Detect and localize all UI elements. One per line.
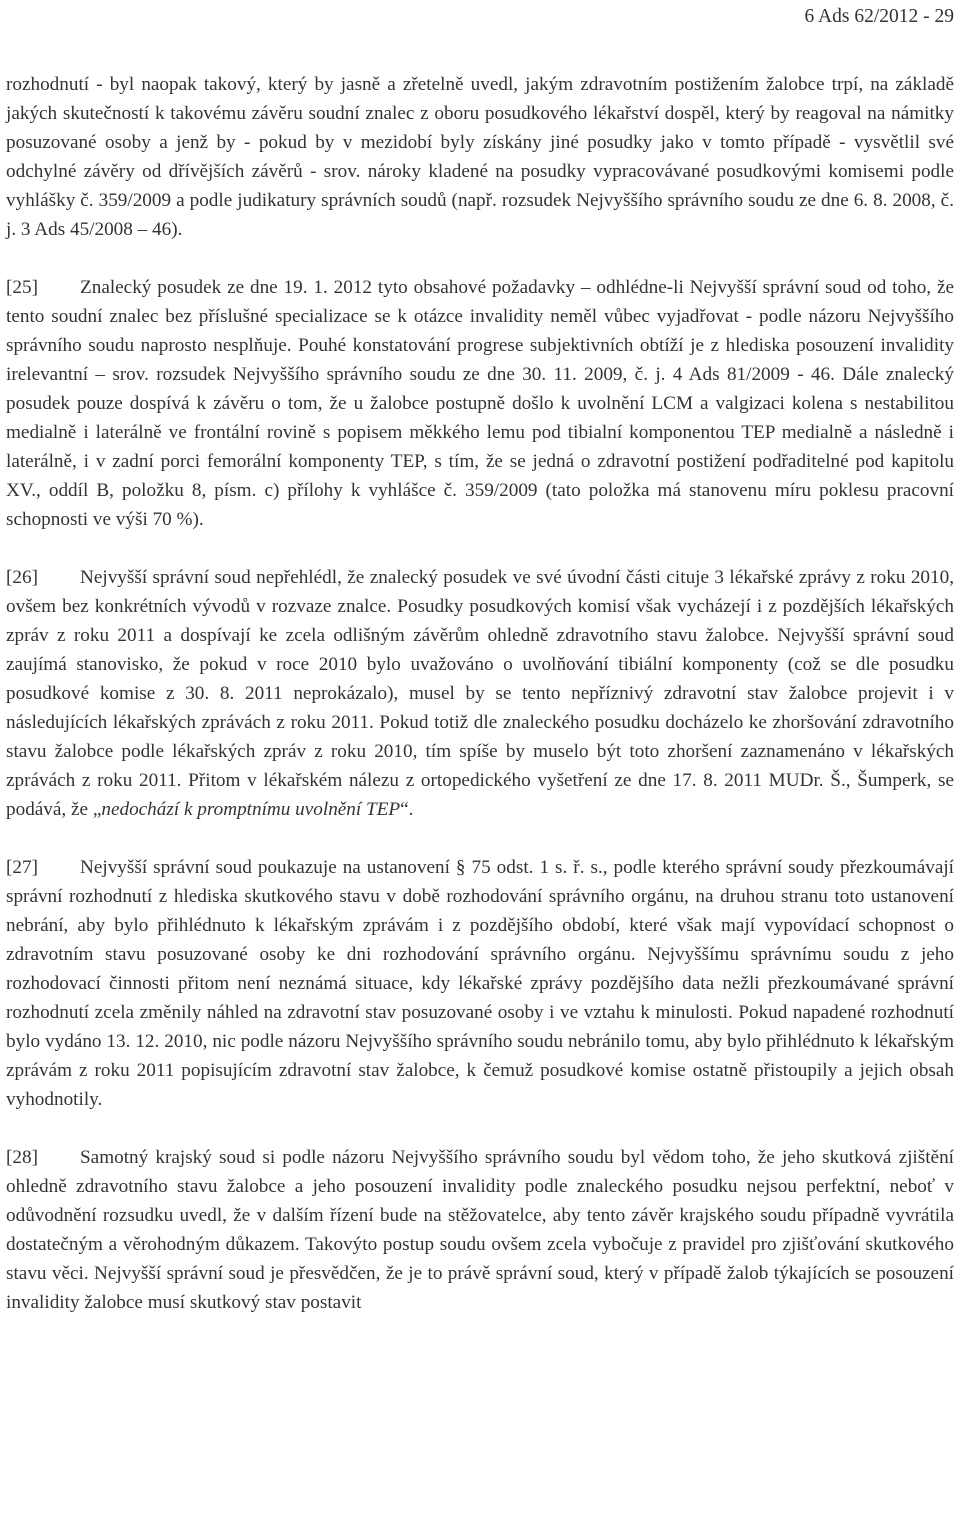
paragraph-text: Samotný krajský soud si podle názoru Nejvyššího správního soudu byl vědom toho, že jeho skutková zjištění ohledně zdravotního stavu žalobce a jeho posouzení invalidity podle znaleckého posudku nejsou perfektní, neboť v odůvodnění rozsudku uvedl, že v dalším řízení bude na stěžovatelce, aby tento závěr krajského soudu případně vyvrátila dostatečným a věrohodným důkazem. Takovýto postup soudu ovšem zcela vybočuje z pravidel pro zjišťování skutkového stavu věci. Nejvyšší správní soud je přesvědčen, že je to právě správní soud, který v případě žalob týkajících se posouzení invalidity žalobce musí skutkový stav postavit bbox=[6, 1147, 954, 1313]
paragraph-number: [26] bbox=[6, 567, 38, 588]
paragraph-text: Znalecký posudek ze dne 19. 1. 2012 tyto obsahové požadavky – odhlédne-li Nejvyšší správní soud od toho, že tento soudní znalec bez příslušné specializace se k otázce invalidity neměl vůbec vyjadřovat - podle názoru Nejvyššího správního soudu naprosto nesplňuje. Pouhé konstatování progrese subjektivních obtíží je z hlediska posouzení invalidity irelevantní – srov. rozsudek Nejvyššího správního soudu ze dne 30. 11. 2009, č. j. 4 Ads 81/2009 - 46. Dále znalecký posudek pouze dospívá k závěru o tom, že u žalobce postupně došlo k uvolnění LCM a valgizaci kolena s nestabilitou medialně i laterálně ve frontální rovině s popisem měkkého lemu pod tibialní komponentou TEP medialně a následně i laterálně, i v zadní porci femorální komponenty TEP, s tím, že se jedná o zdravotní postižení podřaditelné pod kapitolu XV., oddíl B, položku 8, písm. c) přílohy k vyhlášce č. 359/2009 (tato položka má stanovenu míru poklesu pracovní schopnosti ve výši 70 %). bbox=[6, 277, 954, 530]
paragraph-text: Nejvyšší správní soud poukazuje na ustanovení § 75 odst. 1 s. ř. s., podle kterého správní soudy přezkoumávají správní rozhodnutí z hlediska skutkového stavu v době rozhodování správního orgánu, na druhou stranu toto ustanovení nebrání, aby bylo přihlédnuto k lékařským zprávám i z pozdějšího období, které však mají vypovídací schopnost o zdravotním stavu posuzované osoby ke dni rozhodování správního orgánu. Nejvyššímu správnímu soudu z jeho rozhodovací činnosti přitom není neznámá situace, kdy lékařské zprávy pozdějšího data nežli přezkoumávané správní rozhodnutí zcela změnily náhled na zdravotní stav posuzované osoby i ve vztahu k minulosti. Pokud napadené rozhodnutí bylo vydáno 13. 12. 2010, nic podle názoru Nejvyššího správního soudu nebránilo tomu, aby bylo přihlédnuto k lékařským zprávám z roku 2011 popisujícím zdravotní stav žalobce, k čemuž posudkové komise ostatně přistoupily a jejich obsah vyhodnotily. bbox=[6, 857, 954, 1110]
paragraph-text: rozhodnutí - byl naopak takový, který by jasně a zřetelně uvedl, jakým zdravotním postižením žalobce trpí, na základě jakých skutečností k takovému závěru soudní znalec z oboru posudkového lékařství dospěl, který by reagoval na námitky posuzované osoby a jenž by - pokud by v mezidobí byly získány jiné posudky jako v tomto případě - vysvětlil své odchylné závěry od dřívějších závěrů - srov. nároky kladené na posudky vypracovávané posudkovými komisemi podle vyhlášky č. 359/2009 a podle judikatury správních soudů (např. rozsudek Nejvyššího správního soudu ze dne 6. 8. 2008, č. j. 3 Ads 45/2008 – 46). bbox=[6, 74, 954, 240]
document-body bbox=[6, 70, 954, 1317]
paragraph-28 bbox=[6, 1143, 954, 1317]
paragraph-text: Nejvyšší správní soud nepřehlédl, že znalecký posudek ve své úvodní části cituje 3 lékařské zprávy z roku 2010, ovšem bez konkrétních vývodů v rozvaze znalce. Posudky posudkových komisí však vycházejí i z pozdějších lékařských zpráv z roku 2011 a dospívají ke zcela odlišným závěrům ohledně zdravotního stavu žalobce. Nejvyšší správní soud zaujímá stanovisko, že pokud v roce 2010 bylo uvažováno o uvolňování tibiální komponenty (což se dle posudku posudkové komise z 30. 8. 2011 neprokázalo), musel by se tento nepříznivý zdravotní stav žalobce projevit i v následujících lékařských zprávách z roku 2011. Pokud totiž dle znaleckého posudku docházelo ke zhoršování zdravotního stavu žalobce podle lékařských zpráv z roku 2010, tím spíše by muselo být toto zhoršení zaznamenáno v lékařských zprávách z roku 2011. Přitom v lékařském nálezu z ortopedického vyšetření ze dne 17. 8. 2011 MUDr. Š., Šumperk, se podává, že „ bbox=[6, 567, 954, 820]
paragraph-number: [25] bbox=[6, 277, 38, 298]
page-reference: 6 Ads 62/2012 - 29 bbox=[804, 6, 954, 27]
paragraph-continued bbox=[6, 70, 954, 244]
paragraph-27 bbox=[6, 853, 954, 1114]
paragraph-26 bbox=[6, 563, 954, 824]
paragraph-number: [27] bbox=[6, 857, 38, 878]
quoted-finding: nedochází k promptnímu uvolnění TEP bbox=[101, 799, 401, 820]
paragraph-text-end: “. bbox=[400, 799, 414, 820]
paragraph-number: [28] bbox=[6, 1147, 38, 1168]
paragraph-25 bbox=[6, 273, 954, 534]
